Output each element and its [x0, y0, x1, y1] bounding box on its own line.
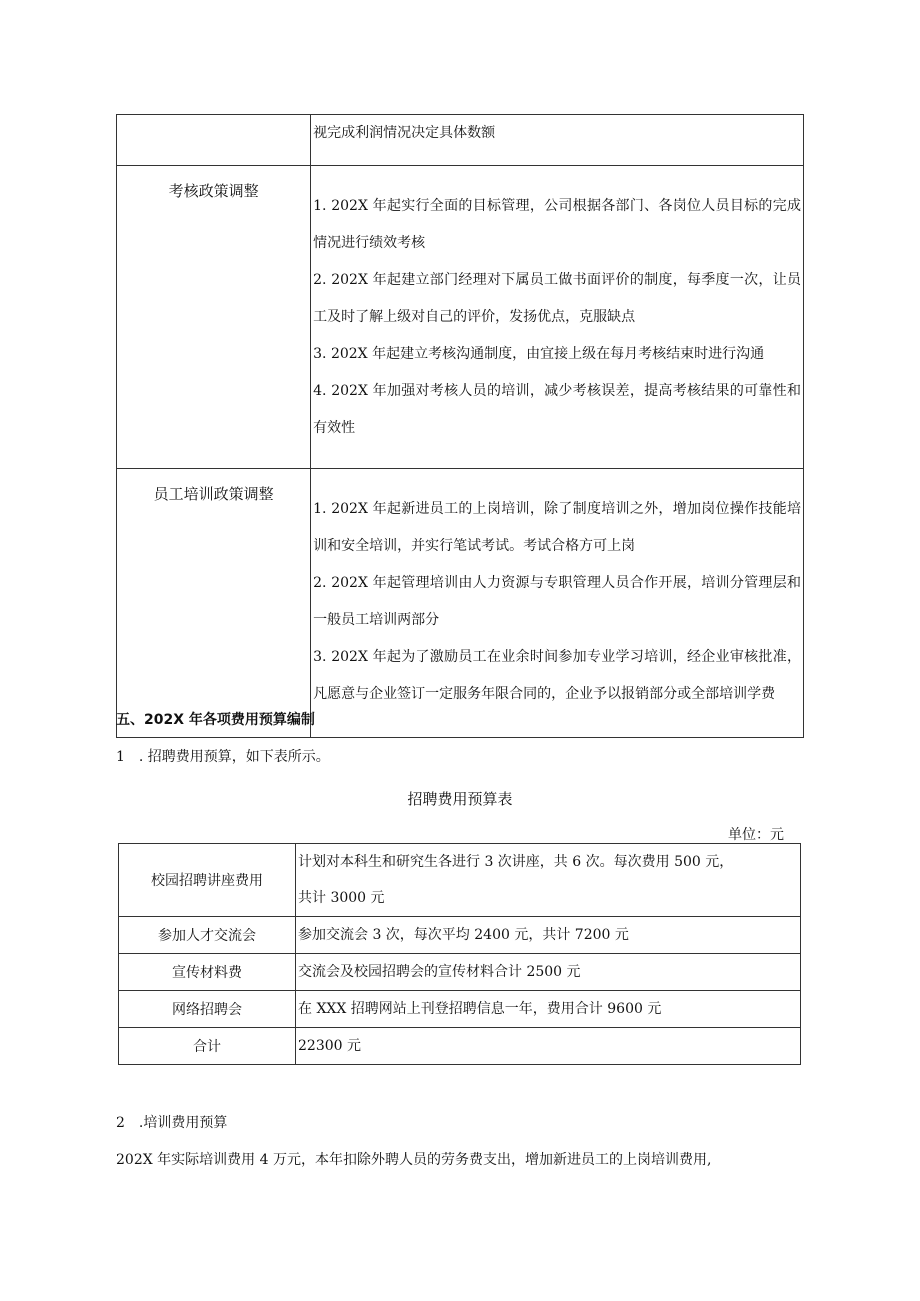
table-row [117, 115, 804, 166]
policy-table [116, 114, 804, 738]
desc-line: 共计 3000 元 [298, 890, 385, 906]
table-cell: 视完成利润情况决定具体数额 [311, 115, 804, 166]
desc-line: 计划对本科生和研究生各进行 3 次讲座，共 6 次。每次费用 500 元， [298, 854, 734, 870]
table-cell-desc: 参加交流会 3 次，每次平均 2400 元，共计 7200 元 [296, 917, 801, 954]
table-row [119, 991, 801, 1028]
list-item: 3. 202X 年起建立考核沟通制度，由宜接上级在每月考核结束时进行沟通 [313, 346, 765, 362]
list-item: 1. 202X 年起实行全面的目标管理，公司根据各部门、各岗位人员目标的完成情况进行绩效考核 [313, 198, 801, 251]
list-item: 3. 202X 年起为了激励员工在业余时间参加专业学习培训，经企业审核批准，凡愿意与企业签订一定服务年限合同的，企业予以报销部分或全部培训学费 [313, 649, 801, 702]
table-row [119, 917, 801, 954]
table-cell-item: 网络招聘会 [119, 991, 296, 1028]
table-cell-desc: 22300 元 [296, 1028, 801, 1065]
table-cell-item: 宣传材料费 [119, 954, 296, 991]
paragraph: 202X 年实际培训费用 4 万元，本年扣除外聘人员的劳务费支出，增加新进员工的上岗培训费用, [116, 1152, 712, 1168]
table-row [119, 954, 801, 991]
paragraph: 2 .培训费用预算 [116, 1115, 228, 1131]
row-content-training [311, 469, 804, 738]
recruit-budget-table [118, 843, 801, 1065]
table-cell-desc: 在 XXX 招聘网站上刊登招聘信息一年，费用合计 9600 元 [296, 991, 801, 1028]
paragraph: 1 . 招聘费用预算，如下表所示。 [116, 749, 330, 765]
list-item: 4. 202X 年加强对考核人员的培训，减少考核误差，提高考核结果的可靠性和有效性 [313, 383, 801, 436]
row-label-training: 员工培训政策调整 [117, 469, 311, 738]
row-content-assessment [311, 166, 804, 469]
table-row [117, 166, 804, 469]
table-cell-desc [296, 844, 801, 917]
table-cell-item: 校园招聘讲座费用 [119, 844, 296, 917]
unit-label: 单位：元 [728, 827, 784, 843]
table-cell-empty [117, 115, 311, 166]
list-item: 2. 202X 年起管理培训由人力资源与专职管理人员合作开展，培训分管理层和一般员工培训两部分 [313, 575, 801, 628]
table-title: 招聘费用预算表 [407, 790, 513, 808]
row-label-assessment: 考核政策调整 [117, 166, 311, 469]
table-cell-desc: 交流会及校园招聘会的宣传材料合计 2500 元 [296, 954, 801, 991]
table-cell-item: 合计 [119, 1028, 296, 1065]
section-heading: 五、202X 年各项费用预算编制 [116, 712, 315, 728]
table-row [117, 469, 804, 738]
table-row [119, 1028, 801, 1065]
table-row [119, 844, 801, 917]
table-cell-item: 参加人才交流会 [119, 917, 296, 954]
list-item: 2. 202X 年起建立部门经理对下属员工做书面评价的制度，每季度一次，让员工及时了解上级对自己的评价，发扬优点，克服缺点 [313, 272, 801, 325]
list-item: 1. 202X 年起新进员工的上岗培训，除了制度培训之外，增加岗位操作技能培训和安全培训，并实行笔试考试。考试合格方可上岗 [313, 501, 801, 554]
